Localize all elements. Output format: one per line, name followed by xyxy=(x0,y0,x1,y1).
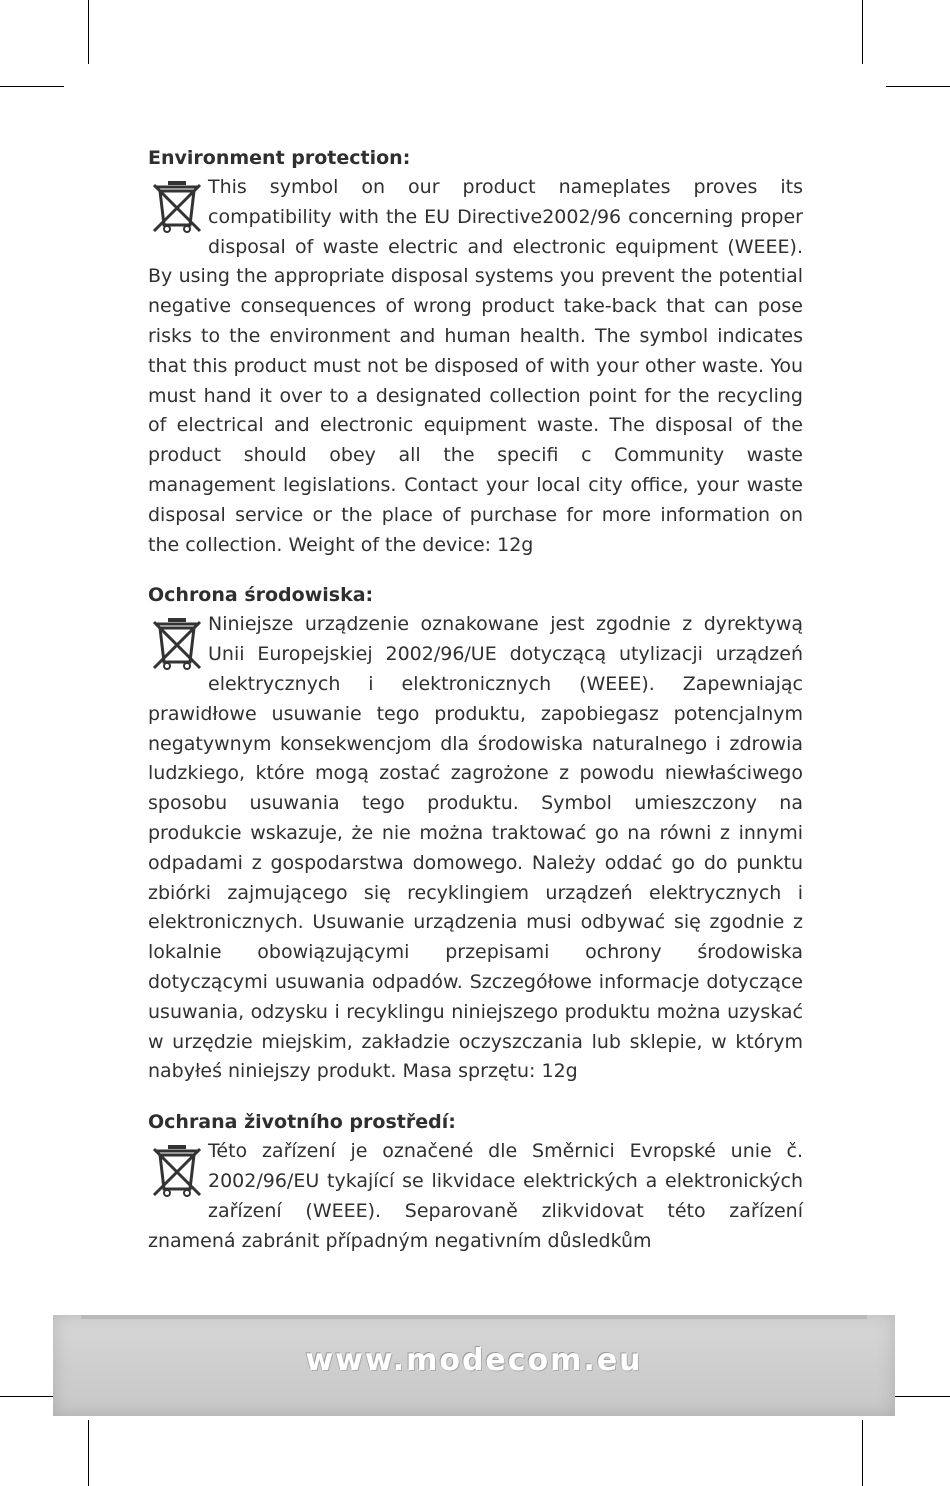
footer-url: www.modecom.eu xyxy=(305,1343,643,1378)
document-content xyxy=(148,143,803,1276)
section-ochrana-zivotniho-prostredi xyxy=(148,1107,803,1256)
section-title: Ochrona środowiska: xyxy=(148,584,374,607)
section-body: Niniejsze urządzenie oznakowane jest zgodnie z dyrektywą Unii Europejskiej 2002/96/UE dotyczącą utylizacji urządzeń elektrycznych i elektronicznych (WEEE). Zapewniając prawidłowe usuwanie tego produktu, zapobiegasz potencjalnym negatywnym konsekwencjom dla środowiska naturalnego i zdrowia ludzkiego, które mogą zostać zagrożone z powodu niewłaściwego sposobu usuwania tego produktu. Symbol umieszczony na produkcie wskazuje, że nie można traktować go na równi z innymi odpadami z gospodarstwa domowego. Należy oddać go do punktu zbiórki zajmującego się recyklingiem urządzeń elektrycznych i elektronicznych. Usuwanie urządzenia musi odbywać się zgodnie z lokalnie obowiązującymi przepisami ochrony środowiska dotyczącymi usuwania odpadów. Szczegółowe informacje dotyczące usuwania, odzysku i recyklingu niniejszego produktu można uzyskać w urzędzie miejskim, zakładzie oczyszczania lub sklepie, w którym nabyłeś niniejszy produkt. Masa sprzętu: 12g xyxy=(148,613,803,1083)
footer-strip xyxy=(81,1315,867,1319)
section-body: This symbol on our product nameplates proves its compatibility with the EU Directive2002/96 concerning proper disposal of waste electric and electronic equipment (WEEE). By using the appropriate disposal systems you prevent the potential negative consequences of wrong product take-back that can pose risks to the environment and human health. The symbol indicates that this product must not be disposed of with your other waste. You must hand it over to a designated collection point for the recycling of electrical and electronic equipment waste. The disposal of the product should obey all the specifi c Community waste management legislations. Contact your local city office, your waste disposal service or the place of purchase for more information on the collection. Weight of the device: 12g xyxy=(148,176,803,556)
crossed-out-wheelie-bin-icon xyxy=(148,1139,206,1201)
crossed-out-wheelie-bin-icon xyxy=(148,612,206,674)
crop-mark-bottom-right-vertical xyxy=(862,1420,863,1486)
crop-mark-bottom-right-horizontal xyxy=(886,1396,950,1397)
section-title: Environment protection: xyxy=(148,147,411,169)
section-body: Této zařízení je označené dle Směrnici Evropské unie č. 2002/96/EU tykající se likvidace elektrických a elektronických zařízení (WEEE). Separovaně zlikvidovat této zařízení znamená zabránit případným negativním důsledkům xyxy=(148,1140,803,1252)
section-environment-protection xyxy=(148,143,803,560)
footer-bar xyxy=(53,1315,895,1416)
section-title: Ochrana životního prostředí: xyxy=(148,1111,456,1134)
crop-mark-top-right-vertical xyxy=(862,0,863,64)
crop-mark-top-left-vertical xyxy=(88,0,89,64)
crop-mark-bottom-left-vertical xyxy=(88,1420,89,1486)
crossed-out-wheelie-bin-icon xyxy=(148,175,206,237)
section-ochrona-srodowiska xyxy=(148,580,803,1087)
crop-mark-top-right-horizontal xyxy=(886,86,950,87)
crop-mark-top-left-horizontal xyxy=(0,86,64,87)
